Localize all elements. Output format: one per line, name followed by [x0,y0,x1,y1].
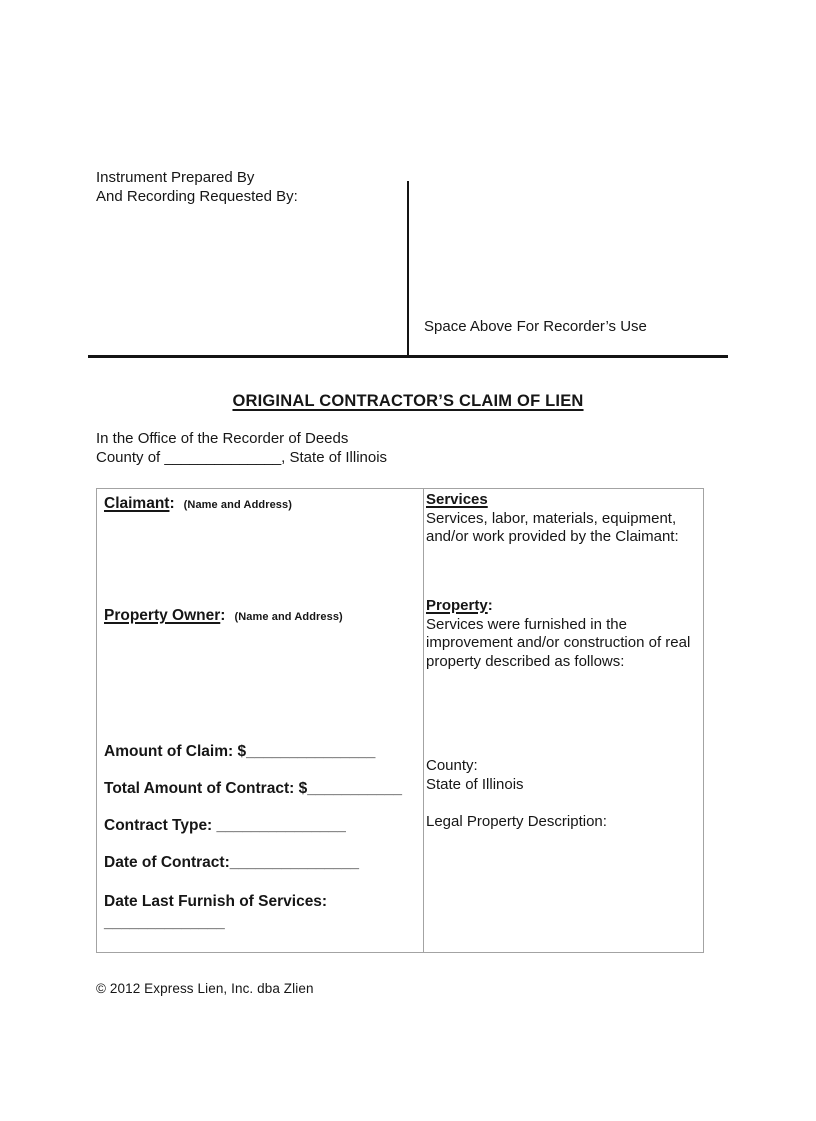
claimant-label: Claimant [104,495,170,512]
county-label: County: [426,757,478,774]
property-heading: Property [426,597,488,614]
date-last-furnish-field [104,891,327,933]
services-heading: Services [426,491,488,508]
services-body: Services, labor, materials, equipment, and/or work provided by the Claimant: [426,509,679,546]
recorder-vertical-divider [407,181,409,356]
claimant-colon: : [169,495,175,512]
date-of-contract-blank: _______________ [229,854,360,871]
table-right-column [424,489,703,952]
total-contract-label: Total Amount of Contract: $ [104,780,308,797]
property-owner-colon: : [220,607,226,624]
document-title-wrap [0,392,816,411]
date-last-furnish-label: Date Last Furnish of Services: [104,893,328,910]
property-heading-colon: : [487,597,493,614]
header-horizontal-rule [88,355,728,358]
total-contract-field [104,780,402,798]
total-contract-blank: ___________ [307,780,403,797]
amount-of-claim-blank: _______________ [246,743,376,760]
county-line [96,449,387,468]
contract-type-blank: _______________ [216,817,346,834]
property-owner-field [104,607,343,625]
county-prefix: County of [96,448,165,466]
intro-block [96,430,387,467]
document-title: ORIGINAL CONTRACTOR’S CLAIM OF LIEN [232,392,584,410]
recorder-space-note: Space Above For Recorder’s Use [424,318,647,335]
date-of-contract-field [104,854,359,872]
state-label: State of Illinois [426,775,524,793]
prepared-by-line1: Instrument Prepared By [96,169,255,186]
prepared-by-block [96,169,298,206]
claimant-field [104,495,292,513]
county-suffix: , State of Illinois [281,448,388,466]
contract-type-label: Contract Type: [104,817,213,834]
services-section [426,491,699,547]
legal-description-label: Legal Property Description: [426,813,607,830]
property-owner-hint: (Name and Address) [234,611,343,623]
amount-of-claim-label: Amount of Claim: $ [104,743,247,760]
legal-description-section [426,813,699,832]
property-body: Services were furnished in the improvement and/or construction of real property described as follows: [426,615,691,670]
prepared-by-line2: And Recording Requested By: [96,187,298,205]
date-of-contract-label: Date of Contract: [104,854,230,871]
office-line: In the Office of the Recorder of Deeds [96,430,349,447]
claimant-hint: (Name and Address) [183,499,293,511]
property-section [426,597,699,671]
county-state-section [426,757,699,794]
lien-form-table [96,488,704,953]
date-last-furnish-blank: ______________ [104,914,225,931]
property-owner-label: Property Owner [104,607,221,624]
county-blank: ______________ [164,448,282,466]
table-left-column [97,489,424,952]
copyright-footer: © 2012 Express Lien, Inc. dba Zlien [96,981,314,996]
amount-of-claim-field [104,743,375,761]
contract-type-field [104,817,346,835]
